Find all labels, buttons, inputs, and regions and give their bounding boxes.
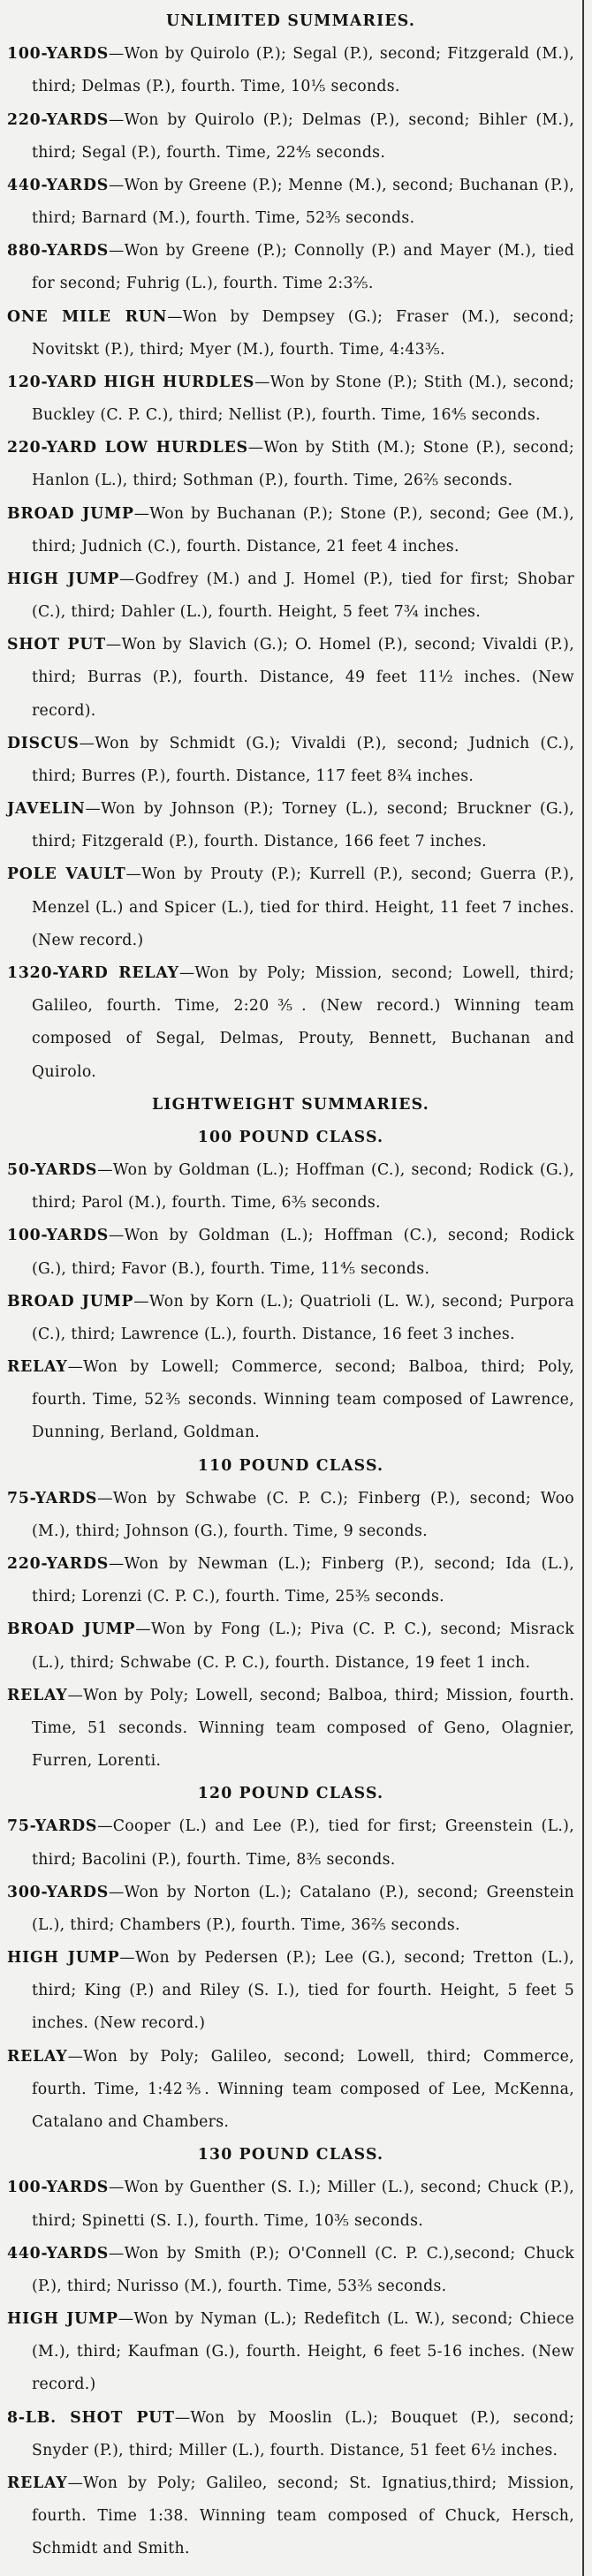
event-result <box>7 957 574 1089</box>
event-result-text: —Won by Prouty (P.); Kurrell (P.), second; Guerra (P.), Menzel (L.) and Spicer (L.), tied for third. Height, 11 feet 7 inches. (New record.) <box>32 865 574 949</box>
event-result-text: —Won by Poly; Galileo, second; St. Ignatius,third; Mission, fourth. Time 1:38. Winning team composed of Chuck, Hersch, Schmidt and Smith. <box>32 2474 574 2558</box>
event-result <box>7 2041 574 2140</box>
event-name: BROAD JUMP <box>7 1292 134 1311</box>
event-result <box>7 2238 574 2303</box>
event-result <box>7 1154 574 1220</box>
event-result-text: —Won by Dempsey (G.); Fraser (M.), second; Novitskt (P.), third; Myer (M.), fourth. Time, 4:43⅗. <box>32 307 575 359</box>
event-result <box>7 2467 574 2566</box>
event-result <box>7 858 574 957</box>
event-name: RELAY <box>7 2474 68 2492</box>
event-result <box>7 728 574 793</box>
event-name: DISCUS <box>7 734 80 752</box>
event-result <box>7 2402 574 2467</box>
event-result-text: —Won by Quirolo (P.); Delmas (P.), second; Bihler (M.), third; Segal (P.), fourth. Time, 22⅘ seconds. <box>32 110 574 162</box>
event-name: 440-YARDS <box>7 2244 110 2262</box>
event-result <box>7 1483 574 1548</box>
section-heading: 110 POUND CLASS. <box>197 1456 384 1475</box>
section-heading: 120 POUND CLASS. <box>197 1785 384 1803</box>
event-name: 100-YARDS <box>7 1227 110 1245</box>
event-result <box>7 563 574 629</box>
section-heading: 130 POUND CLASS. <box>197 2146 384 2164</box>
results-column <box>7 5 574 2565</box>
event-result <box>7 1613 574 1679</box>
event-name: 100-YARDS <box>7 2179 110 2197</box>
event-name: RELAY <box>7 1686 68 1704</box>
section-heading: UNLIMITED SUMMARIES. <box>165 12 416 30</box>
event-result <box>7 793 574 858</box>
event-name: BROAD JUMP <box>7 1620 136 1639</box>
event-result <box>7 1351 574 1450</box>
event-name: HIGH JUMP <box>7 2310 118 2329</box>
event-result-text: —Won by Lowell; Commerce, second; Balboa, third; Poly, fourth. Time, 52⅗ seconds. Winning team composed of Lawrence, Dunning, Berland, Goldman. <box>32 1358 574 1442</box>
event-result-text: —Won by Mooslin (L.); Bouquet (P.), second; Snyder (P.), third; Miller (L.), fourth. Distance, 51 feet 6½ inches. <box>32 2408 574 2459</box>
event-name: 100-YARDS <box>7 45 110 64</box>
event-result-text: —Cooper (L.) and Lee (P.), tied for first; Greenstein (L.), third; Bacolini (P.), fourth. Time, 8⅗ seconds. <box>32 1817 574 1869</box>
event-name: 75-YARDS <box>7 1489 98 1507</box>
event-result <box>7 235 574 300</box>
event-name: HIGH JUMP <box>7 1949 120 1968</box>
event-result <box>7 1286 574 1351</box>
event-result <box>7 498 574 563</box>
event-result <box>7 1680 574 1779</box>
event-name: 220-YARD LOW HURDLES <box>7 439 248 457</box>
event-result-text: —Won by Newman (L.); Finberg (P.), second; Ida (L.), third; Lorenzi (C. P. C.), fourth. Time, 25⅗ seconds. <box>32 1555 574 1606</box>
class-heading: 100 POUND CLASS. <box>197 1128 384 1146</box>
event-name: 440-YARDS <box>7 176 110 194</box>
event-result <box>7 1942 574 2041</box>
section-heading: LIGHTWEIGHT SUMMARIES. <box>152 1095 429 1114</box>
event-result-text: —Won by Schmidt (G.); Vivaldi (P.), second; Judnich (C.), third; Burres (P.), fourth. Distance, 117 feet 8¾ inches. <box>32 734 574 785</box>
event-result-text: —Won by Buchanan (P.); Stone (P.), second; Gee (M.), third; Judnich (C.), fourth. Distance, 21 feet 4 inches. <box>32 504 574 555</box>
event-result <box>7 1877 574 1942</box>
event-name: RELAY <box>7 2047 68 2066</box>
event-name: 1320-YARD RELAY <box>7 963 179 982</box>
event-result-text: —Won by Fong (L.); Piva (C. P. C.), second; Misrack (L.), third; Schwabe (C. P. C.), fourth. Distance, 19 feet 1 inch. <box>32 1620 574 1672</box>
event-result-text: —Won by Quirolo (P.); Segal (P.), second; Fitzgerald (M.), third; Delmas (P.), fourth. Time, 10⅕ seconds. <box>32 45 574 96</box>
event-result-text: —Won by Stone (P.); Stith (M.), second; Buckley (C. P. C.), third; Nellist (P.), fourth. Time, 16⅘ seconds. <box>32 373 574 425</box>
event-result <box>7 1810 574 1876</box>
event-result <box>7 301 574 366</box>
event-result <box>7 1220 574 1285</box>
event-result <box>7 104 574 170</box>
event-result-text: —Won by Guenther (S. I.); Miller (L.), second; Chuck (P.), third; Spinetti (S. I.), fourth. Time, 10⅗ seconds. <box>32 2179 574 2230</box>
event-result <box>7 2303 574 2402</box>
event-result-text: —Won by Slavich (G.); O. Homel (P.), second; Vivaldi (P.), third; Burras (P.), fourth. Distance, 49 feet 11½ inches. (New record). <box>32 636 574 720</box>
event-result-text: —Won by Greene (P.); Connolly (P.) and Mayer (M.), tied for second; Fuhrig (L.), fourth. Time 2:3⅖. <box>32 242 574 293</box>
event-result-text: —Won by Johnson (P.); Torney (L.), second; Bruckner (G.), third; Fitzgerald (P.), fourth. Distance, 166 feet 7 inches. <box>32 800 574 851</box>
event-result-text: —Won by Poly; Lowell, second; Balboa, third; Mission, fourth. Time, 51 seconds. Winning team composed of Geno, Olagnier, Furren, Lorenti. <box>32 1686 574 1771</box>
event-name: 300-YARDS <box>7 1883 110 1901</box>
event-result-text: —Won by Nyman (L.); Redefitch (L. W.), second; Chiece (M.), third; Kaufman (G.), fourth. Height, 6 feet 5-16 inches. (New record.) <box>32 2310 574 2394</box>
event-result-text: —Won by Smith (P.); O'Connell (C. P. C.),second; Chuck (P.), third; Nurisso (M.), fourth. Time, 53⅗ seconds. <box>32 2244 574 2295</box>
event-result-text: —Won by Norton (L.); Catalano (P.), second; Greenstein (L.), third; Chambers (P.), fourth. Time, 36⅖ seconds. <box>32 1883 574 1934</box>
event-name: 220-YARDS <box>7 110 110 129</box>
event-result-text: —Won by Korn (L.); Quatrioli (L. W.), second; Purpora (C.), third; Lawrence (L.), fourth. Distance, 16 feet 3 inches. <box>32 1292 574 1343</box>
event-result-text: —Won by Poly; Galileo, second; Lowell, third; Commerce, fourth. Time, 1:42⅗. Winning team composed of Lee, McKenna, Catalano and Chambers. <box>32 2047 574 2131</box>
event-result <box>7 2172 574 2237</box>
event-result <box>7 629 574 728</box>
event-result-text: —Godfrey (M.) and J. Homel (P.), tied for first; Shobar (C.), third; Dahler (L.), fourth. Height, 5 feet 7¾ inches. <box>32 570 574 622</box>
event-result-text: —Won by Goldman (L.); Hoffman (C.), second; Rodick (G.), third; Parol (M.), fourth. Time, 6⅗ seconds. <box>32 1161 574 1212</box>
event-name: 8-LB. SHOT PUT <box>7 2408 175 2427</box>
event-result-text: —Won by Schwabe (C. P. C.); Finberg (P.), second; Woo (M.), third; Johnson (G.), fourth. Time, 9 seconds. <box>32 1489 574 1540</box>
event-name: 50-YARDS <box>7 1161 98 1180</box>
event-name: BROAD JUMP <box>7 504 134 523</box>
event-result-text: —Won by Goldman (L.); Hoffman (C.), second; Rodick (G.), third; Favor (B.), fourth. Time, 11⅘ seconds. <box>32 1227 574 1278</box>
event-name: 75-YARDS <box>7 1817 98 1836</box>
event-name: 220-YARDS <box>7 1555 110 1574</box>
event-result <box>7 432 574 497</box>
event-name: 120-YARD HIGH HURDLES <box>7 373 255 391</box>
event-result <box>7 1548 574 1613</box>
event-name: HIGH JUMP <box>7 570 120 588</box>
event-result-text: —Won by Poly; Mission, second; Lowell, third; Galileo, fourth. Time, 2:20⅗. (New record.) Winning team composed of Segal, Delmas, Prouty, Bennett, Buchanan and Quirolo. <box>32 963 574 1081</box>
column-rule <box>582 0 584 2576</box>
event-result <box>7 38 574 103</box>
event-result <box>7 366 574 432</box>
event-name: JAVELIN <box>7 800 86 819</box>
event-name: POLE VAULT <box>7 865 126 884</box>
event-name: SHOT PUT <box>7 636 106 654</box>
event-name: 880-YARDS <box>7 242 110 261</box>
event-result <box>7 170 574 235</box>
event-name: RELAY <box>7 1358 68 1377</box>
event-result-text: —Won by Stith (M.); Stone (P.), second; Hanlon (L.), third; Sothman (P.), fourth. Time, 26⅖ seconds. <box>32 439 574 490</box>
event-name: ONE MILE RUN <box>7 307 168 326</box>
event-result-text: —Won by Greene (P.); Menne (M.), second; Buchanan (P.), third; Barnard (M.), fourth. Time, 52⅗ seconds. <box>32 176 574 228</box>
event-result-text: —Won by Pedersen (P.); Lee (G.), second; Tretton (L.), third; King (P.) and Riley (S. I.), tied for fourth. Height, 5 feet 5 inches. (New record.) <box>32 1949 574 2033</box>
